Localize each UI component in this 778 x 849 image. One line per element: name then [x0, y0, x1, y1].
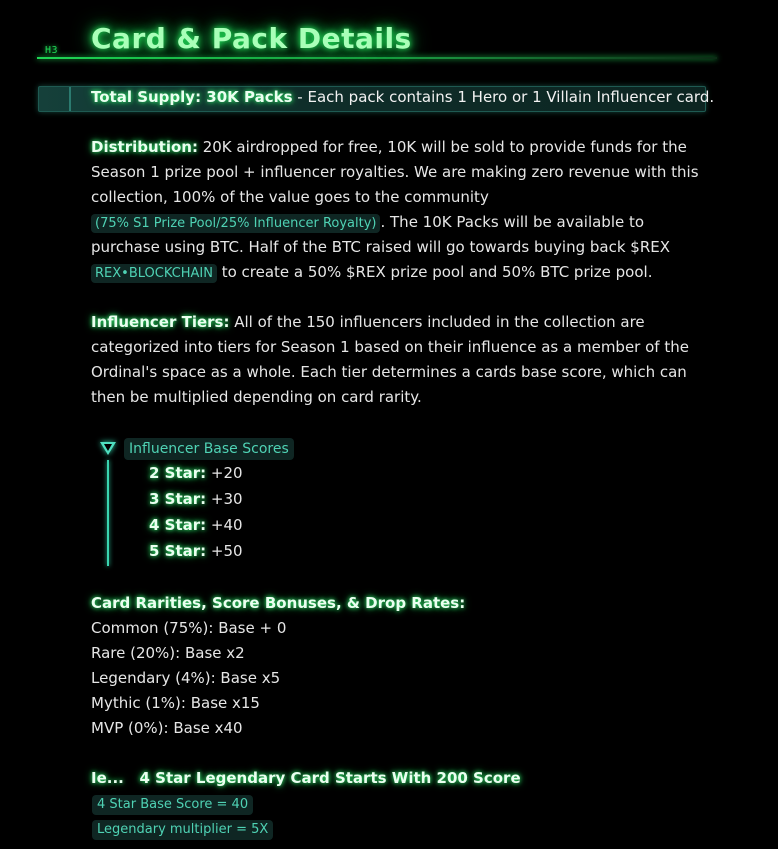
section-heading — [37, 22, 717, 62]
base-scores-details[interactable] — [100, 438, 500, 568]
distribution-text-3: to create a 50% $REX prize pool and 50% BTC prize pool. — [216, 263, 653, 281]
star-label: 4 Star: — [149, 516, 207, 534]
star-row — [149, 516, 243, 534]
tiers-label: Influencer Tiers: — [91, 313, 230, 331]
rarity-row: MVP (0%): Base x40 — [91, 719, 243, 737]
rarity-row: Rare (20%): Base x2 — [91, 644, 245, 662]
star-value: +30 — [206, 490, 243, 508]
rarity-row: Common (75%): Base + 0 — [91, 619, 287, 637]
star-row — [149, 490, 243, 508]
details-guide-line — [107, 460, 109, 566]
heading-underline — [37, 57, 717, 59]
supply-description: - Each pack contains 1 Hero or 1 Villain Influencer card. — [292, 88, 715, 106]
rex-blockchain-chip: REX•BLOCKCHAIN — [91, 264, 217, 283]
supply-label: Total Supply: 30K Packs — [91, 88, 293, 106]
heading-level-tag: H3 — [45, 45, 59, 56]
star-value: +20 — [206, 464, 243, 482]
page-title: Card & Pack Details — [91, 22, 412, 55]
distribution-paragraph — [91, 135, 711, 285]
distribution-text-2: . The 10K Packs will be available to purchase using BTC. Half of the BTC raised will go towards buying back $REX — [91, 213, 671, 256]
star-value: +50 — [206, 542, 243, 560]
star-label: 2 Star: — [149, 464, 207, 482]
distribution-label: Distribution: — [91, 138, 198, 156]
triangle-down-icon-inner — [104, 444, 112, 451]
star-row — [149, 464, 243, 482]
star-row — [149, 542, 243, 560]
rarity-row: Legendary (4%): Base x5 — [91, 669, 281, 687]
prize-pool-chip: (75% S1 Prize Pool/25% Influencer Royalty) — [91, 214, 380, 233]
star-value: +40 — [206, 516, 243, 534]
rarities-title: Card Rarities, Score Bonuses, & Drop Rates: — [91, 594, 466, 612]
example-title: Ie... 4 Star Legendary Card Starts With 200 Score — [91, 769, 521, 787]
example-chip: 4 Star Base Score = 40 — [92, 795, 253, 815]
base-scores-summary[interactable]: Influencer Base Scores — [124, 438, 294, 460]
tiers-paragraph — [91, 310, 701, 410]
tiers-text: All of the 150 influencers included in the collection are categorized into tiers for Season 1 based on their influence as a member of the Ordinal's space as a whole. Each tier determines a cards base score, which can then be multiplied depending on card rarity. — [91, 313, 689, 406]
supply-text — [91, 88, 714, 106]
rarity-row: Mythic (1%): Base x15 — [91, 694, 260, 712]
example-chip: Legendary multiplier = 5X — [92, 820, 273, 840]
star-label: 5 Star: — [149, 542, 207, 560]
distribution-text-1: 20K airdropped for free, 10K will be sold to provide funds for the Season 1 prize pool + influencer royalties. We are making zero revenue with this collection, 100% of the value goes to the community — [91, 138, 699, 206]
star-label: 3 Star: — [149, 490, 207, 508]
